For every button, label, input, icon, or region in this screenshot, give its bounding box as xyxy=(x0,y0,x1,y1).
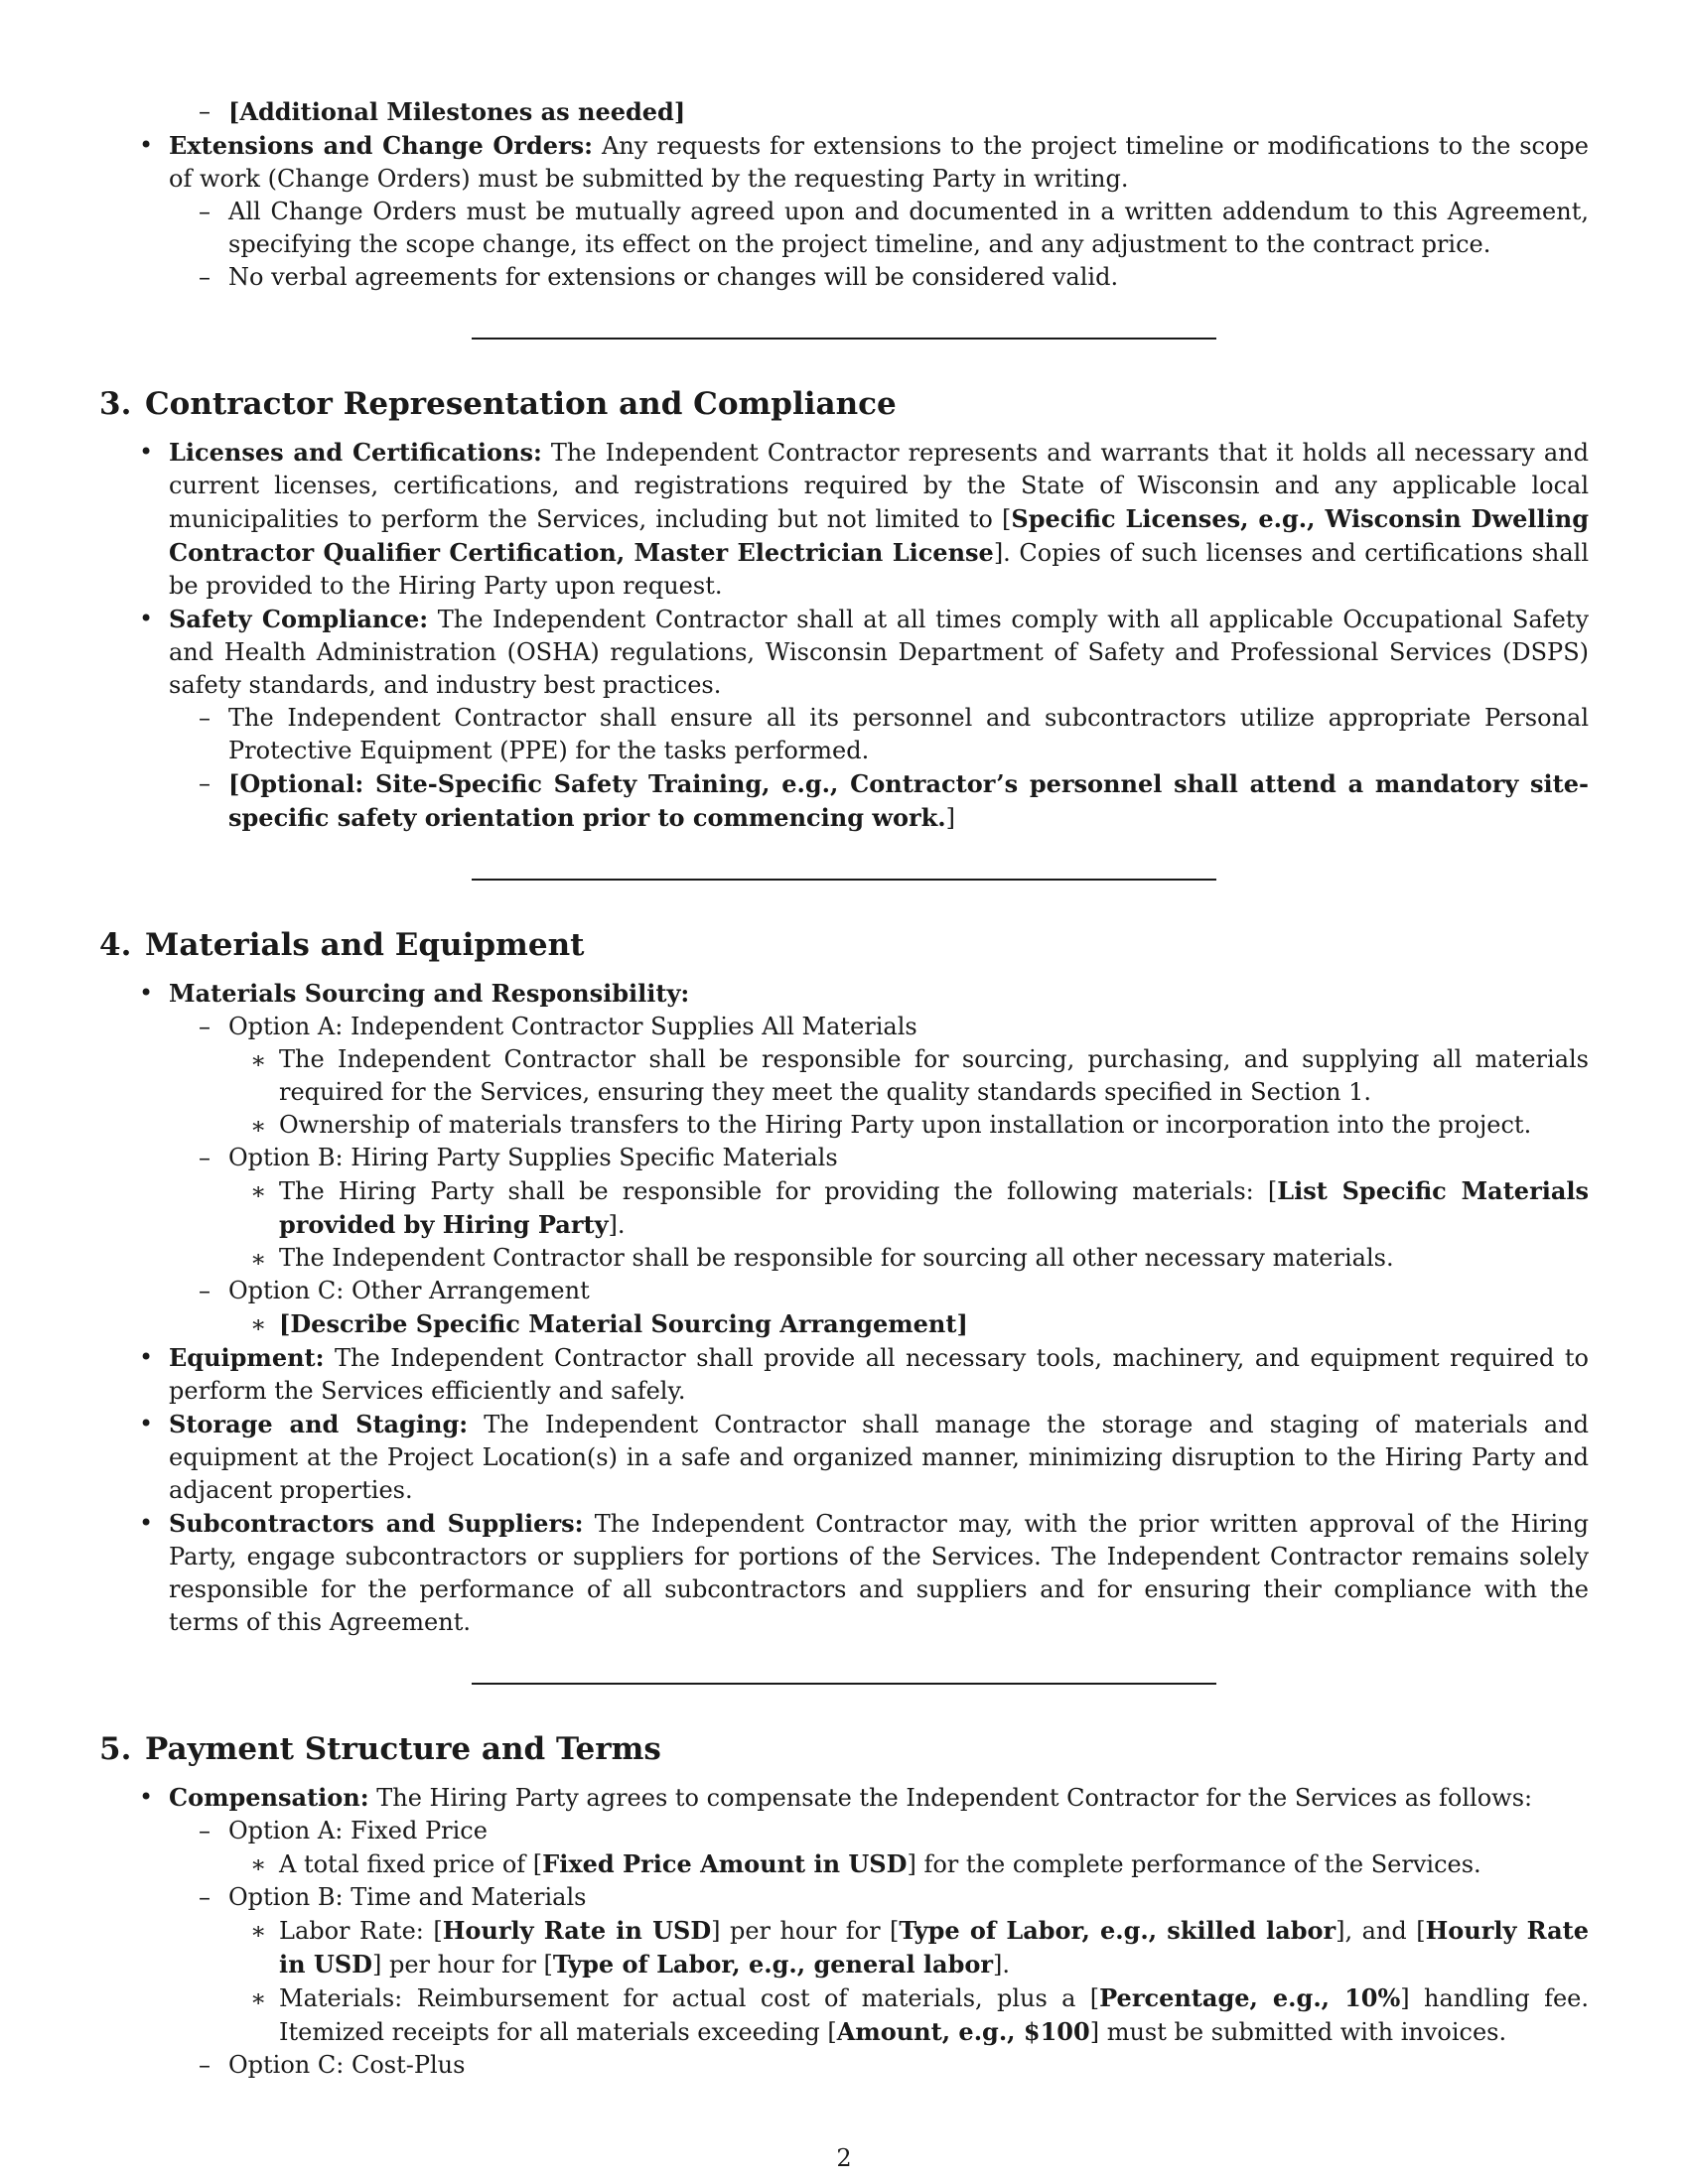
milestone-placeholder: [Additional Milestones as needed] xyxy=(228,97,686,126)
list-item-option-c xyxy=(169,2049,1589,2082)
list-item-labor-rate xyxy=(228,1914,1589,1981)
section-title: Payment Structure and Terms xyxy=(145,1731,661,1767)
page-number: 2 xyxy=(836,2144,852,2172)
bracket: ] xyxy=(945,804,956,832)
extensions-list xyxy=(99,129,1589,294)
item-text: The Hiring Party agrees to compensate the Independent Contractor for the Services as follows: xyxy=(368,1784,1533,1812)
item-text: ] handling fee. Itemized receipts for all materials exceeding [ xyxy=(279,1984,1590,2046)
placeholder-text: Fixed Price Amount in USD xyxy=(542,1849,908,1878)
section-3-list xyxy=(99,436,1589,835)
list-item-materials xyxy=(99,977,1589,1341)
item-text: The Independent Contractor may, with the prior written approval of the Hiring Party, engage subcontractors or suppliers for portions of the Services. The Independent Contractor remains solely responsible for the performance of all subcontractors and suppliers and for ensuring their compliance with the terms of this Agreement. xyxy=(169,1510,1590,1636)
item-text: Any requests for extensions to the project timeline or modifications to the scope of work (Change Orders) must be submitted by the requesting Party in writing. xyxy=(169,132,1589,193)
list-item xyxy=(228,1847,1589,1881)
sub-list xyxy=(169,702,1589,835)
item-text: ]. xyxy=(608,1211,626,1239)
list-item: – The Independent Contractor shall ensure all its personnel and subcontractors utilize appropriate Personal Protective Equipment (PPE) for the tasks performed. xyxy=(169,702,1589,767)
placeholder-text: Hourly Rate in USD xyxy=(442,1916,712,1945)
item-text: The Independent Contractor represents and warrants that it holds all necessary and current licenses, certifications, and registrations required by the State of Wisconsin and any applicable local municipalities to perform the Services, including but not limited to [ xyxy=(169,439,1589,533)
list-item xyxy=(169,767,1589,835)
section-number: 5. xyxy=(99,1731,132,1767)
sub-sub-list xyxy=(228,1307,1589,1341)
item-text: ] must be submitted with invoices. xyxy=(1089,2018,1507,2046)
item-text: ] per hour for [ xyxy=(711,1917,900,1945)
item-text: ]. xyxy=(993,1951,1011,1979)
list-item: – No verbal agreements for extensions or changes will be considered valid. xyxy=(169,261,1589,294)
list-item: ∗ The Independent Contractor shall be responsible for sourcing all other necessary materials. xyxy=(228,1242,1589,1275)
option-label: Option C: Other Arrangement xyxy=(228,1277,590,1304)
item-text: ] for the complete performance of the Services. xyxy=(907,1850,1481,1878)
list-item-safety xyxy=(99,603,1589,835)
item-text: Labor Rate: [ xyxy=(279,1917,443,1945)
placeholder-text: Hourly Rate in USD xyxy=(279,1916,1589,1979)
list-item-option-a xyxy=(169,1815,1589,1881)
section-number: 3. xyxy=(99,386,132,422)
placeholder-text: Describe Specific Material Sourcing Arrangement xyxy=(290,1309,957,1338)
placeholder-text: List Specific Materials provided by Hiring Party xyxy=(279,1176,1590,1239)
list-item-option-a xyxy=(169,1011,1589,1142)
placeholder-text: Specific Licenses, e.g., Wisconsin Dwelling Contractor Qualifier Certification, Master Electrician License xyxy=(169,504,1590,567)
item-text: ] per hour for [ xyxy=(372,1951,553,1979)
sub-sub-list xyxy=(228,1914,1589,2049)
list-item-extensions xyxy=(99,129,1589,294)
list-item-option-b xyxy=(169,1881,1589,2049)
sub-sub-list xyxy=(228,1174,1589,1275)
milestone-list xyxy=(99,95,1589,129)
item-label: Materials Sourcing and Responsibility: xyxy=(169,979,690,1008)
sub-list xyxy=(169,196,1589,294)
placeholder-text: Type of Labor, e.g., skilled labor xyxy=(899,1916,1336,1945)
list-item xyxy=(169,95,1589,129)
section-heading-5 xyxy=(99,1729,1589,1769)
section-title: Contractor Representation and Compliance xyxy=(145,386,897,422)
item-label: Licenses and Certifications: xyxy=(169,438,542,467)
list-item-materials-fee xyxy=(228,1981,1589,2049)
sub-sub-list xyxy=(228,1847,1589,1881)
list-item-option-b xyxy=(169,1142,1589,1275)
bracket: ] xyxy=(956,1309,968,1338)
item-label: Compensation: xyxy=(169,1783,369,1812)
list-item-option-c xyxy=(169,1275,1589,1341)
list-item: – All Change Orders must be mutually agreed upon and documented in a written addendum to this Agreement, specifying the scope change, its effect on the project timeline, and any adjustment to the contract price. xyxy=(169,196,1589,261)
item-label: Equipment: xyxy=(169,1343,325,1372)
section-heading-3 xyxy=(99,384,1589,424)
section-5-list xyxy=(99,1781,1589,2082)
item-label: Safety Compliance: xyxy=(169,605,429,633)
item-label: Subcontractors and Suppliers: xyxy=(169,1509,584,1538)
option-label: Option C: Cost-Plus xyxy=(228,2051,466,2079)
placeholder-text: Type of Labor, e.g., general labor xyxy=(552,1950,994,1979)
sub-list xyxy=(169,1011,1589,1341)
bracket: [ xyxy=(228,769,240,798)
list-item: ∗ Ownership of materials transfers to the Hiring Party upon installation or incorporation into the project. xyxy=(228,1109,1589,1142)
item-text: ], and [ xyxy=(1336,1917,1426,1945)
list-item xyxy=(228,1307,1589,1341)
item-text: ]. Copies of such licenses and certifications shall be provided to the Hiring Party upon request. xyxy=(169,539,1589,600)
list-item: ∗ The Independent Contractor shall be responsible for sourcing, purchasing, and supplying all materials required for the Services, ensuring they meet the quality standards specified in Section 1. xyxy=(228,1043,1589,1109)
section-title: Materials and Equipment xyxy=(145,927,585,963)
item-text: The Hiring Party shall be responsible for providing the following materials: [ xyxy=(279,1177,1278,1205)
item-text: The Independent Contractor shall at all times comply with all applicable Occupational Safety and Health Administration (OSHA) regulations, Wisconsin Department of Safety and Professional Services (DSPS) safety standards, and industry best practices. xyxy=(169,606,1589,699)
option-label: Option A: Independent Contractor Supplies All Materials xyxy=(228,1013,917,1040)
item-text: Materials: Reimbursement for actual cost of materials, plus a [ xyxy=(279,1984,1100,2012)
item-text: The Independent Contractor shall provide all necessary tools, machinery, and equipment required to perform the Services efficiently and safely. xyxy=(169,1344,1589,1405)
list-item xyxy=(228,1174,1589,1242)
sub-list xyxy=(169,1815,1589,2082)
placeholder-text: Optional: Site-Specific Safety Training, e.g., Contractor’s personnel shall attend a mandatory site-specific safety orientation prior to commencing work. xyxy=(228,769,1589,832)
option-label: Option B: Hiring Party Supplies Specific Materials xyxy=(228,1144,838,1171)
section-heading-4 xyxy=(99,925,1589,965)
section-4-list xyxy=(99,977,1589,1639)
list-item-equipment xyxy=(99,1341,1589,1408)
list-item-compensation xyxy=(99,1781,1589,2082)
list-item-licenses xyxy=(99,436,1589,603)
item-text: A total fixed price of [ xyxy=(279,1850,543,1878)
list-item-subcontractors xyxy=(99,1507,1589,1639)
sub-sub-list xyxy=(228,1043,1589,1142)
list-item-storage xyxy=(99,1408,1589,1507)
section-number: 4. xyxy=(99,927,132,963)
placeholder-text: Amount, e.g., $100 xyxy=(836,2017,1090,2046)
bracket: [ xyxy=(279,1309,291,1338)
item-text: The Independent Contractor shall manage the storage and staging of materials and equipment at the Project Location(s) in a safe and organized manner, minimizing disruption to the Hiring Party and adjacent properties. xyxy=(169,1411,1589,1504)
item-label: Storage and Staging: xyxy=(169,1410,469,1438)
option-label: Option A: Fixed Price xyxy=(228,1817,488,1844)
placeholder-text: Percentage, e.g., 10% xyxy=(1099,1983,1401,2012)
option-label: Option B: Time and Materials xyxy=(228,1883,587,1911)
item-label: Extensions and Change Orders: xyxy=(169,131,594,160)
